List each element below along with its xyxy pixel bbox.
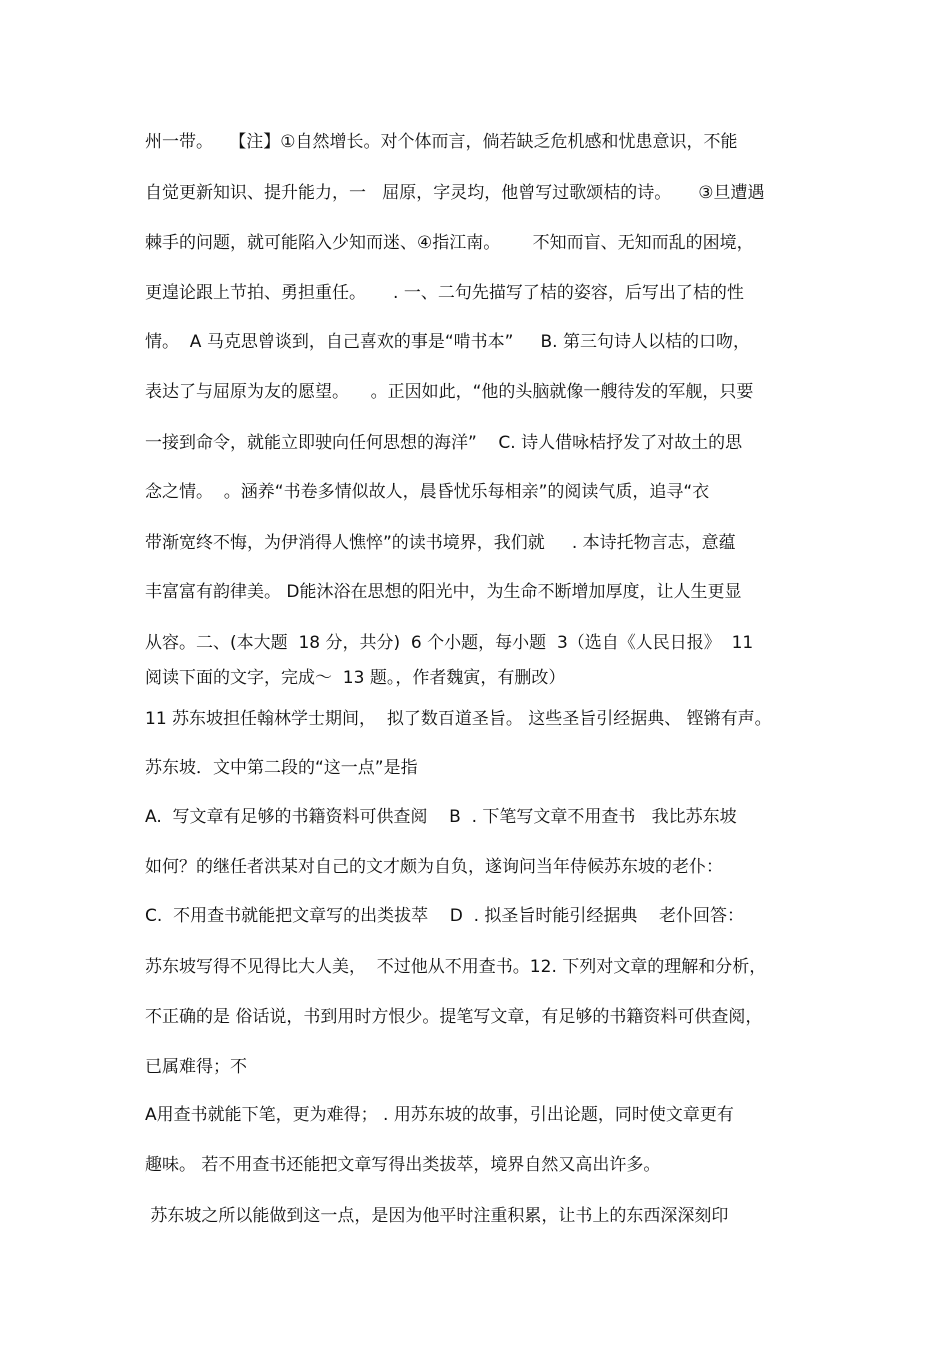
text-line: C. 不用查书就能把文章写的出类拔萃 D . 拟圣旨时能引经据典 老仆回答： [145,906,745,926]
text-line: 如何？的继任者洪某对自己的文才颇为自负，遂询问当年侍候苏东坡的老仆： [145,857,723,877]
text-line: 一接到命令，就能立即驶向任何思想的海洋” C. 诗人借咏桔抒发了对故土的思 [145,433,743,453]
text-line: 更遑论跟上节拍、勇担重任。 . 一、二句先描写了桔的姿容，后写出了桔的性 [145,283,744,303]
text-line: 苏东坡写得不见得比大人美， 不过他从不用查书。12. 下列对文章的理解和分析， [145,957,767,977]
text-line: A. 写文章有足够的书籍资料可供查阅 B . 下笔写文章不用查书 我比苏东坡 [145,807,737,827]
text-line: 带渐宽终不悔，为伊消得人憔悴”的读书境界，我们就 . 本诗托物言志，意蕴 [145,533,736,553]
text-line: 州一带。 【注】①自然增长。对个体而言，倘若缺乏危机感和忧患意识，不能 [145,132,738,152]
text-line: 情。 A 马克思曾谈到，自己喜欢的事是“啃书本” B. 第三句诗人以桔的口吻， [145,332,750,352]
text-line: 从容。二、(本大题 18 分，共分) 6 个小题，每小题 3（选自《人民日报》 11 [145,633,754,653]
text-line: 表达了与屈原为友的愿望。 。正因如此，“他的头脑就像一艘待发的军舰，只要 [145,382,754,402]
text-line: 苏东坡．文中第二段的“这一点”是指 [145,758,418,778]
text-line: 阅读下面的文字，完成～ 13 题。，作者魏寅，有删改） [145,668,566,688]
text-line: 丰富富有韵律美。 D能沐浴在思想的阳光中，为生命不断增加厚度，让人生更显 [145,582,742,602]
text-line: 念之情。 。涵养“书卷多情似故人，晨昏忧乐每相亲”的阅读气质，追寻“衣 [145,482,710,502]
text-line: 自觉更新知识、提升能力，一 屈原，字灵均，他曾写过歌颂桔的诗。 ③旦遭遇 [145,183,765,203]
text-line: 11 苏东坡担任翰林学士期间， 拟了数百道圣旨。 这些圣旨引经据典、 铿锵有声。 [145,709,772,729]
text-line: 趣味。 若不用查书还能把文章写得出类拔萃，境界自然又高出许多。 [145,1155,661,1175]
text-line: 不正确的是 俗话说，书到用时方恨少。提笔写文章，有足够的书籍资料可供查阅， [145,1007,763,1027]
text-line: A用查书就能下笔，更为难得； . 用苏东坡的故事，引出论题，同时使文章更有 [145,1105,734,1125]
text-line: 棘手的问题，就可能陷入少知而迷、④指江南。 不知而盲、无知而乱的困境， [145,233,754,253]
text-line: 苏东坡之所以能做到这一点，是因为他平时注重积累，让书上的东西深深刻印 [145,1206,729,1226]
text-line: 已属难得；不 [145,1057,247,1077]
